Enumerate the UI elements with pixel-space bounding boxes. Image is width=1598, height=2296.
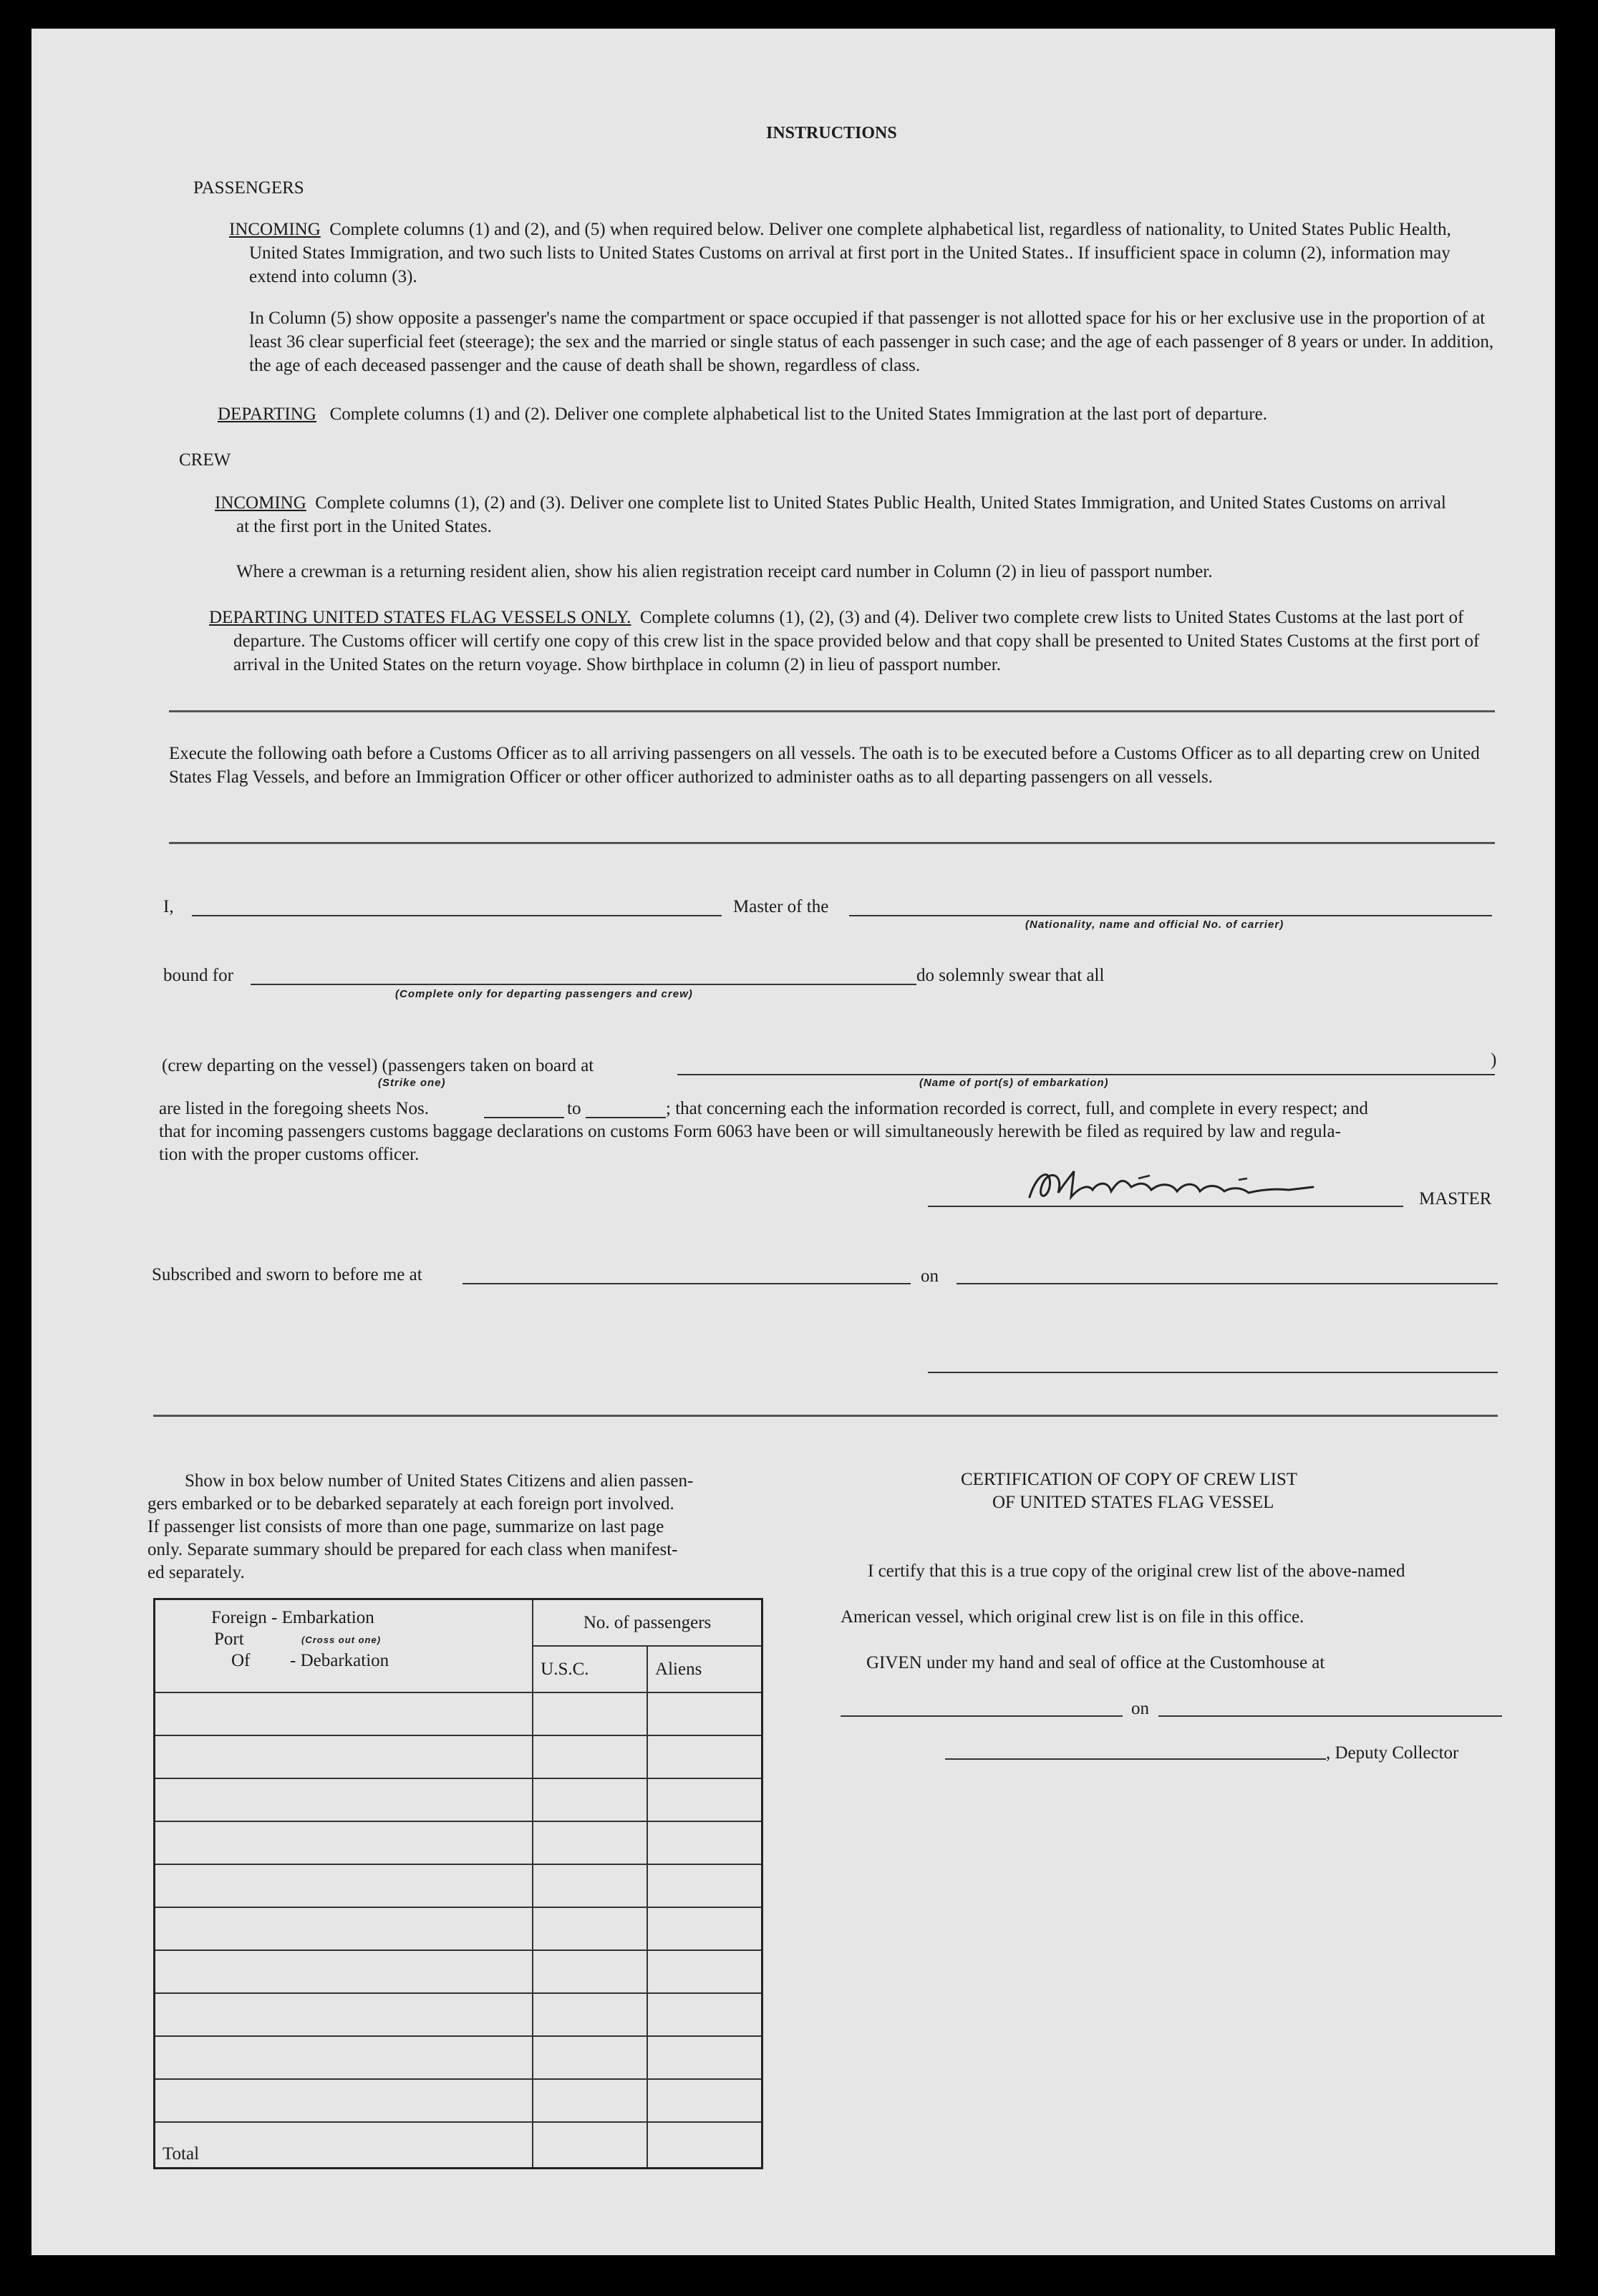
bound-for-label: bound for [163,966,233,985]
master-signature [1024,1166,1332,1206]
nationality-caption: (Nationality, name and official No. of carrier) [1025,919,1284,931]
master-label: MASTER [1419,1189,1492,1208]
table-row[interactable] [155,1907,762,1950]
of-header: Of [231,1651,251,1670]
embarkation-header: Foreign - Embarkation [211,1608,374,1627]
divider [169,710,1495,712]
certification-title-2: OF UNITED STATES FLAG VESSEL [992,1493,1274,1512]
total-row[interactable] [155,2122,762,2169]
port-header: Port [214,1629,244,1649]
table-row[interactable] [155,1821,762,1864]
embarkation-port-field[interactable] [677,1074,1495,1075]
sheet-from-field[interactable] [484,1117,564,1118]
divider [169,842,1495,844]
summary-line-1: Show in box below number of United States Citizens and alien passen- [185,1471,694,1491]
table-row[interactable] [155,1778,762,1821]
listed-text-4: tion with the proper customs officer. [159,1145,420,1164]
listed-text-1: are listed in the foregoing sheets Nos. [159,1099,429,1118]
certification-date-field[interactable] [1158,1715,1502,1717]
bound-for-field[interactable] [251,984,916,985]
close-paren: ) [1491,1050,1497,1070]
table-row[interactable] [155,1864,762,1907]
summary-line-5: ed separately. [147,1563,245,1582]
table-row[interactable] [155,2036,762,2079]
usc-header: U.S.C. [533,1646,647,1692]
sworn-place-field[interactable] [463,1283,911,1284]
passengers-incoming-text: Complete columns (1) and (2), and (5) when required below. Deliver one complete alphabetical list, regardless of nationality, to United States Public Health, United States Immigration, and two such lists to United States Customs on arrival at first port in the United States.. If insufficient space in column (2), information may extend into column (3). [249,220,1451,286]
cross-out-caption: (Cross out one) [301,1634,382,1645]
listed-text-3: that for incoming passengers customs baggage declarations on customs Form 6063 have been or will simultaneously herewith be filed as required by law and regula- [159,1122,1341,1141]
summary-line-2: gers embarked or to be debarked separately at each foreign port involved. [147,1494,674,1513]
certification-line-3: GIVEN under my hand and seal of office at the Customhouse at [866,1653,1325,1672]
passengers-incoming-paragraph [229,218,1495,289]
officer-signature-line[interactable] [928,1372,1498,1373]
crew-departing-paragraph [209,606,1493,677]
sheet-to-field[interactable] [586,1117,666,1118]
crew-departing-text: (crew departing on the vessel) (passengers taken on board at [162,1056,594,1075]
crew-departing-label: DEPARTING UNITED STATES FLAG VESSELS ONLY. [209,608,631,627]
listed-to: to [567,1099,581,1118]
table-row[interactable] [155,1735,762,1778]
master-signature-line[interactable] [928,1206,1403,1207]
sworn-date-field[interactable] [957,1283,1498,1284]
page-title: INSTRUCTIONS [766,124,897,142]
crew-incoming-label: INCOMING [215,493,306,513]
column5-paragraph: In Column (5) show opposite a passenger's name the compartment or space occupied if that passenger is not allotted space for his or her exclusive use in the proportion of at least 36 clear superficial feet (steerage); the sex and the married or single status of each passenger in such case; and the age of each passenger of 8 years or under. In addition, the age of each deceased passenger and the cause of death shall be shown, regardless of class. [249,309,1494,375]
summary-line-3: If passenger list consists of more than one page, summarize on last page [147,1517,664,1536]
carrier-field[interactable] [849,915,1492,916]
debarkation-header: - Debarkation [290,1651,389,1670]
oath-instructions: Execute the following oath before a Customs Officer as to all arriving passengers on all vessels. The oath is to be executed before a Customs Officer as to all departing crew on United States Flag Vessels, and before an Immigration Officer or other officer authorized to administer oaths as to all departing passengers on all vessels. [169,744,1480,787]
crew-alien-paragraph: Where a crewman is a returning resident alien, show his alien registration receipt card number in Column (2) in lieu of passport number. [236,562,1213,581]
aliens-header: Aliens [647,1646,762,1692]
total-label: Total [155,2122,533,2169]
master-name-field[interactable] [192,915,722,916]
complete-caption: (Complete only for departing passengers and crew) [395,988,693,1000]
port-header-cell [155,1599,533,1693]
certification-title-1: CERTIFICATION OF COPY OF CREW LIST [961,1470,1298,1489]
certification-on-label: on [1131,1699,1149,1718]
subscribed-label: Subscribed and sworn to before me at [152,1265,422,1284]
table-row[interactable] [155,2079,762,2122]
table-row[interactable] [155,1692,762,1735]
oath-i: I, [163,897,174,916]
passengers-departing-text: Complete columns (1) and (2). Deliver one complete alphabetical list to the United States Immigration at the last port of departure. [329,405,1267,424]
crew-heading: CREW [179,450,231,470]
sworn-on-label: on [921,1266,939,1286]
summary-line-4: only. Separate summary should be prepared for each class when manifest- [147,1540,678,1559]
customhouse-field[interactable] [841,1715,1123,1717]
ports-summary-table [153,1598,763,2169]
certification-line-1: I certify that this is a true copy of the original crew list of the above-named [868,1561,1405,1581]
swear-text: do solemnly swear that all [916,966,1105,985]
passengers-incoming-label: INCOMING [229,220,321,239]
crew-incoming-paragraph [215,491,1453,538]
no-passengers-header: No. of passengers [533,1599,762,1647]
strike-one-caption: (Strike one) [378,1077,446,1089]
table-row[interactable] [155,1993,762,2036]
crew-departing-text: Complete columns (1), (2), (3) and (4). Deliver two complete crew lists to United States Customs at the last port of departure. The Customs officer will certify one copy of this crew list in the space provided below and that copy shall be presented to United States Customs at the first port of arrival in the United States on the return voyage. Show birthplace in column (2) in lieu of passport number. [233,608,1480,674]
passengers-heading: PASSENGERS [193,178,304,198]
passengers-departing-label: DEPARTING [218,405,316,424]
deputy-signature-line[interactable] [945,1758,1326,1760]
listed-text-2: ; that concerning each the information recorded is correct, full, and complete in every respect; and [666,1099,1368,1118]
divider [153,1415,1498,1417]
ports-caption: (Name of port(s) of embarkation) [919,1077,1109,1089]
table-row[interactable] [155,1950,762,1993]
master-of-label: Master of the [733,897,829,916]
deputy-collector-label: , Deputy Collector [1326,1743,1459,1763]
passengers-departing-paragraph [218,402,1506,426]
crew-incoming-text: Complete columns (1), (2) and (3). Deliver one complete list to United States Public Health, United States Immigration, and United States Customs on arrival at the first port in the United States. [236,493,1446,536]
certification-line-2: American vessel, which original crew list is on file in this office. [841,1607,1304,1627]
